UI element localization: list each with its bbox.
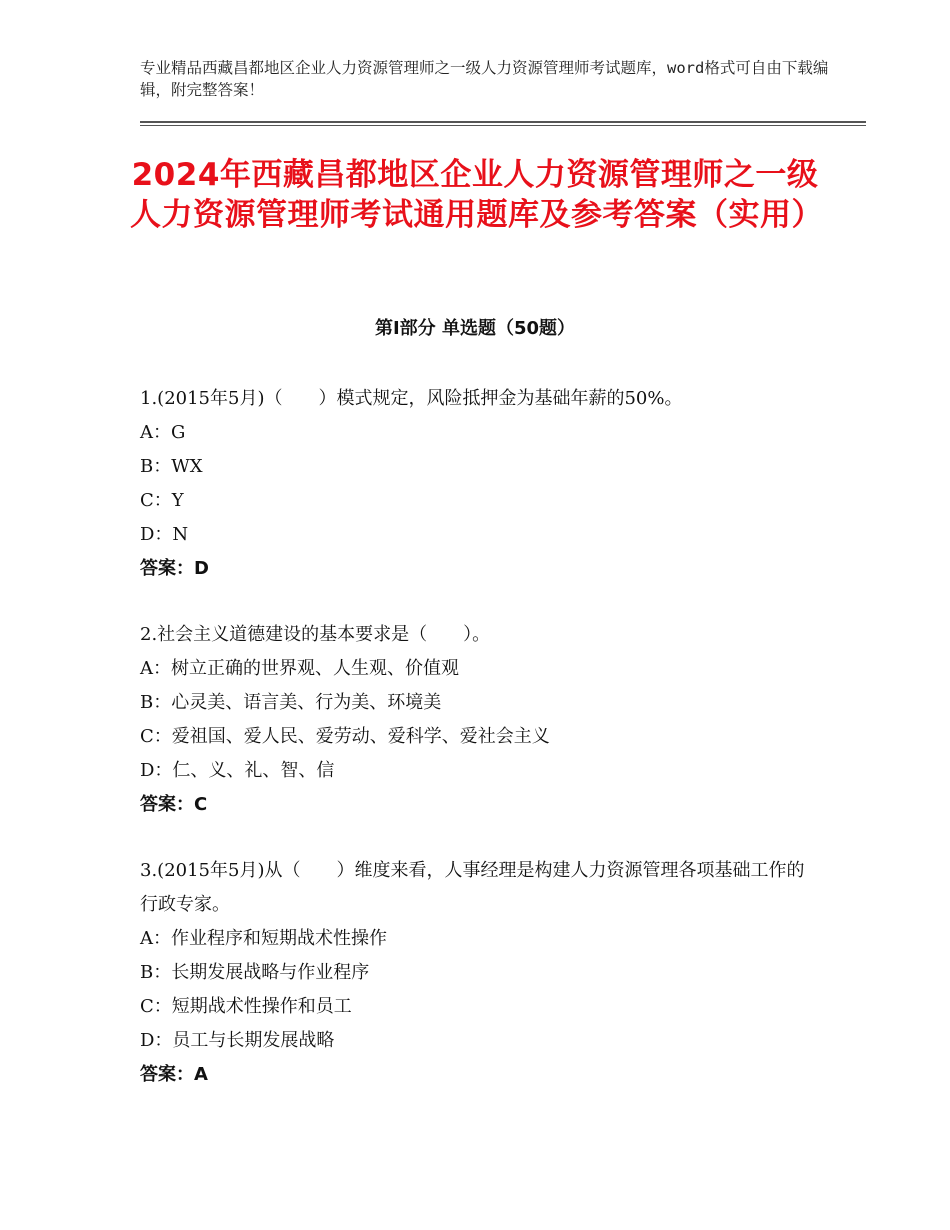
answer: 答案：A xyxy=(140,1064,208,1085)
question-1 xyxy=(140,382,820,586)
question-stem: 1.(2015年5月)（ ）模式规定，风险抵押金为基础年薪的50%。 xyxy=(140,388,683,409)
option-d: D：N xyxy=(140,524,189,545)
option-a: A：G xyxy=(140,422,186,443)
option-b: B：长期发展战略与作业程序 xyxy=(140,962,370,983)
option-d: D：员工与长期发展战略 xyxy=(140,1030,335,1051)
option-c: C：Y xyxy=(140,490,184,511)
option-d: D：仁、义、礼、智、信 xyxy=(140,760,335,781)
question-stem: 2.社会主义道德建设的基本要求是（ ）。 xyxy=(140,624,491,645)
header-note: 专业精品西藏昌都地区企业人力资源管理师之一级人力资源管理师考试题库，word格式可自由下载编辑，附完整答案！ xyxy=(140,59,829,99)
question-list xyxy=(140,382,820,1124)
question-2 xyxy=(140,618,820,822)
header-rule-thick xyxy=(140,121,866,123)
option-c: C：短期战术性操作和员工 xyxy=(140,996,352,1017)
option-c: C：爱祖国、爱人民、爱劳动、爱科学、爱社会主义 xyxy=(140,726,550,747)
question-3 xyxy=(140,854,820,1092)
option-a: A：作业程序和短期战术性操作 xyxy=(140,928,387,949)
answer: 答案：D xyxy=(140,558,209,579)
answer: 答案：C xyxy=(140,794,208,815)
header-rule-thin xyxy=(140,125,866,126)
question-stem: 3.(2015年5月)从（ ）维度来看，人事经理是构建人力资源管理各项基础工作的行政专家。 xyxy=(140,860,805,915)
section-title: 第Ⅰ部分 单选题（50题） xyxy=(374,318,575,339)
option-b: B：WX xyxy=(140,456,203,477)
document-title: 2024年西藏昌都地区企业人力资源管理师之一级人力资源管理师考试通用题库及参考答案（实用） xyxy=(130,157,823,233)
option-a: A：树立正确的世界观、人生观、价值观 xyxy=(140,658,459,679)
option-b: B：心灵美、语言美、行为美、环境美 xyxy=(140,692,442,713)
